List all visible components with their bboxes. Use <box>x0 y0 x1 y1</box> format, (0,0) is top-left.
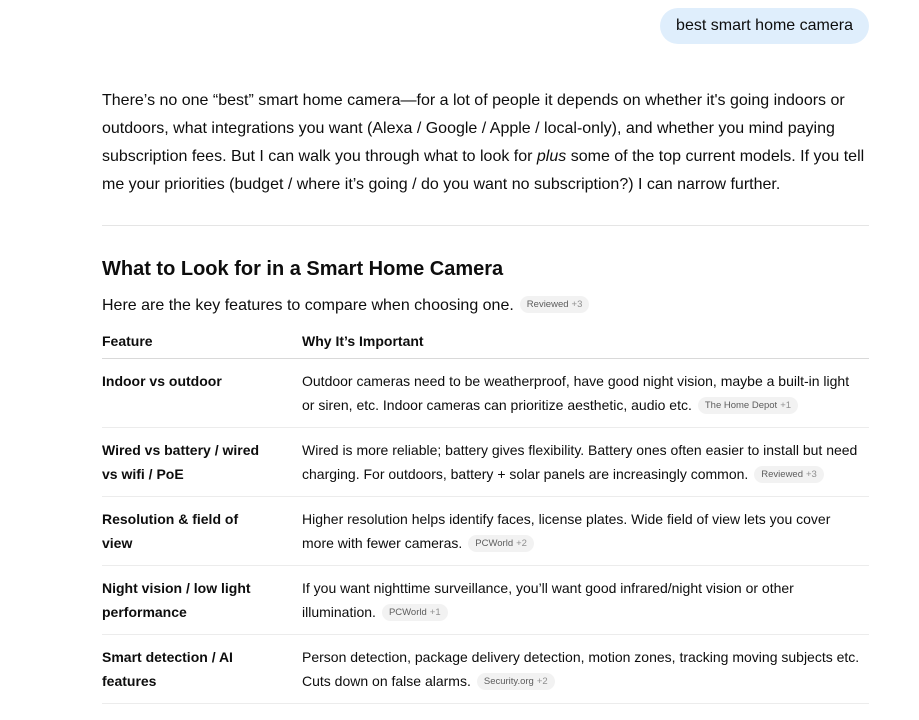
feature-cell: Resolution & field of view <box>102 497 302 566</box>
citation-pill[interactable] <box>754 466 824 483</box>
feature-cell: Wired vs battery / wired vs wifi / PoE <box>102 428 302 497</box>
citation-source: Security.org <box>483 675 534 687</box>
why-cell <box>302 428 869 497</box>
feature-cell: Indoor vs outdoor <box>102 359 302 428</box>
table-header-row <box>102 325 869 359</box>
intro-text-1: There’s no one “best” smart home camera—for a lot of people it depends on whether it's going indoors or outdoors, what integrations you want (Alexa / Google / Apple / local-only), and whether you mind paying subscription fees. But I can walk you through what to look for <box>102 92 845 165</box>
citation-pill[interactable] <box>382 604 448 621</box>
feature-cell: Night vision / low light performance <box>102 566 302 635</box>
section-heading: What to Look for in a Smart Home Camera <box>102 258 504 280</box>
table-row <box>102 566 869 635</box>
table-row <box>102 497 869 566</box>
table-row <box>102 428 869 497</box>
table-row <box>102 359 869 428</box>
column-header-feature: Feature <box>102 325 302 359</box>
why-cell <box>302 359 869 428</box>
citation-count: +2 <box>516 537 527 549</box>
user-message-bubble <box>660 8 869 44</box>
why-text: Higher resolution helps identify faces, license plates. Wide field of view lets you cover more with fewer cameras. <box>302 511 831 551</box>
assistant-response <box>102 87 869 704</box>
citation-source: Reviewed <box>761 468 803 480</box>
citation-pill[interactable] <box>477 673 555 690</box>
section-subtitle <box>102 293 869 319</box>
citation-pill[interactable] <box>468 535 534 552</box>
section-divider <box>102 225 869 226</box>
citation-count: +1 <box>429 606 441 618</box>
user-message-text: best smart home camera <box>676 17 853 34</box>
why-text: Wired is more reliable; battery gives flexibility. Battery ones often easier to install but need charging. For outdoors, battery + solar panels are increasingly common. <box>302 442 858 482</box>
feature-cell: Smart detection / AI features <box>102 635 302 704</box>
why-text: Person detection, package delivery detection, motion zones, tracking moving subjects etc. Cuts down on false alarms. <box>302 649 860 689</box>
citation-source: The Home Depot <box>704 399 778 411</box>
table-row <box>102 635 869 704</box>
why-cell <box>302 497 869 566</box>
citation-count: +3 <box>571 299 583 311</box>
why-text: If you want nighttime surveillance, you’ll want good infrared/night vision or other illumination. <box>302 580 794 620</box>
why-cell <box>302 635 869 704</box>
intro-text-2: some of the top current models. If you tell me your priorities (budget / where it’s going / do you want no subscription?) I can narrow further. <box>102 148 865 193</box>
intro-emphasis: plus <box>536 148 567 165</box>
section-subtitle-text: Here are the key features to compare when choosing one. <box>102 297 514 314</box>
citation-pill[interactable] <box>520 296 590 313</box>
column-header-why: Why It’s Important <box>302 325 869 359</box>
citation-count: +3 <box>806 468 817 480</box>
citation-pill[interactable] <box>698 397 798 414</box>
why-text: Outdoor cameras need to be weatherproof, have good night vision, maybe a built-in light or siren, etc. Indoor cameras can prioritize aesthetic, audio etc. <box>302 373 850 413</box>
why-cell <box>302 566 869 635</box>
features-table <box>102 325 869 704</box>
intro-paragraph <box>102 87 869 199</box>
citation-count: +2 <box>536 675 548 687</box>
citation-count: +1 <box>780 399 792 411</box>
citation-source: PCWorld <box>388 606 427 618</box>
citation-source: PCWorld <box>475 537 514 549</box>
citation-source: Reviewed <box>526 299 569 311</box>
